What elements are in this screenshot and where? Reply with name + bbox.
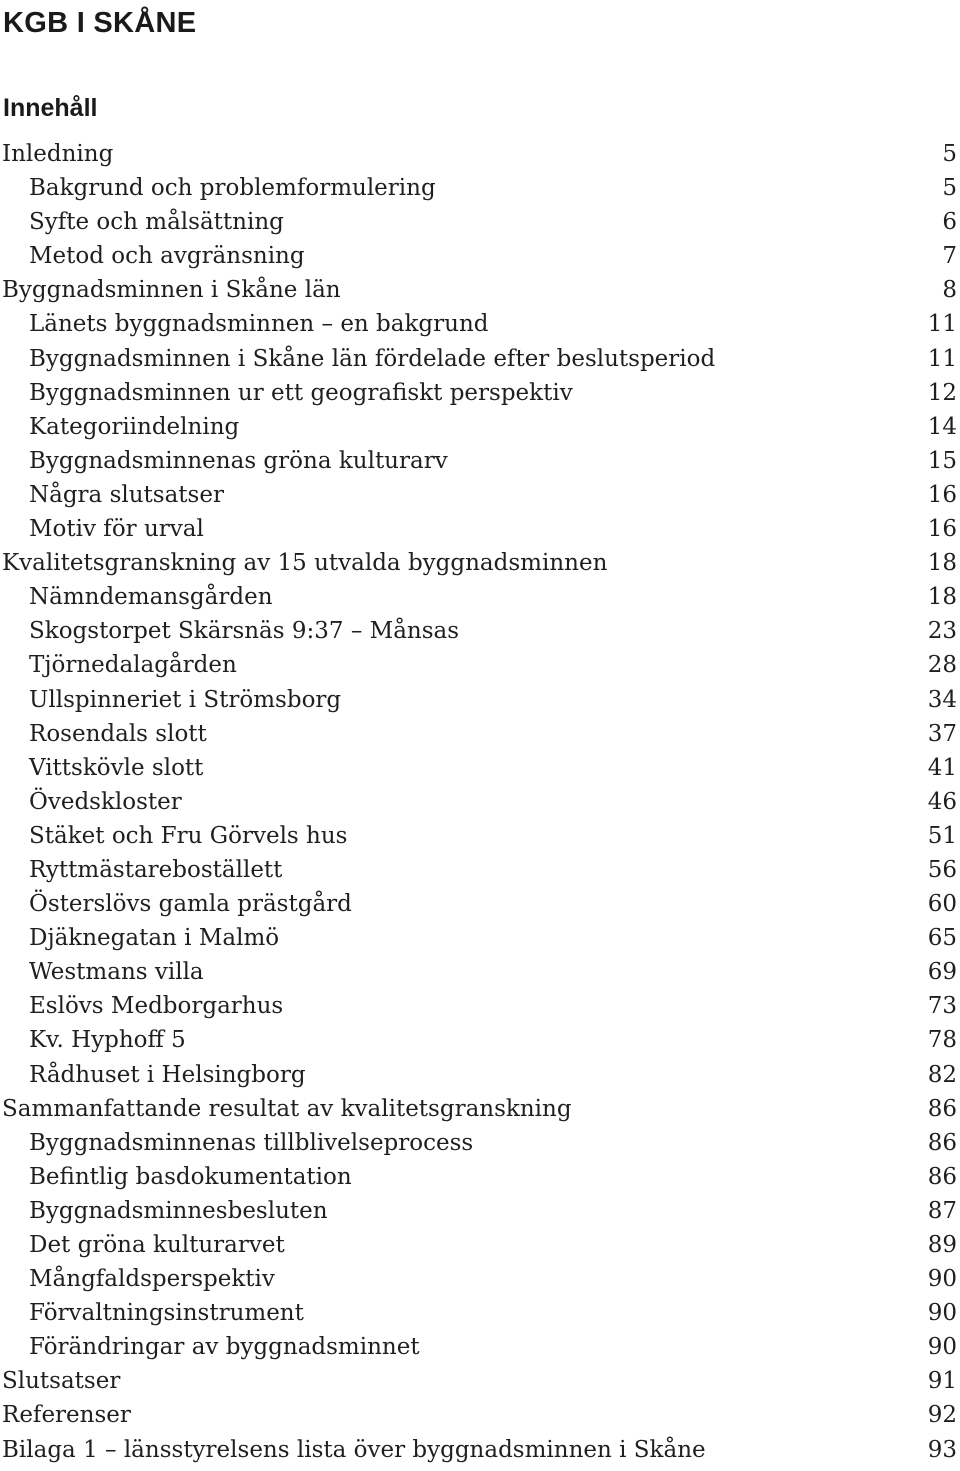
toc-entry: [0, 1296, 960, 1330]
toc-entry-title: Djäknegatan i Malmö: [29, 925, 280, 952]
toc-entry: [0, 410, 960, 444]
toc-entry-title: Westmans villa: [29, 959, 204, 986]
toc-entry-page-number: 14: [927, 413, 957, 440]
toc-entry-page-number: 5: [942, 141, 957, 167]
toc-entry-page-number: 92: [927, 1402, 957, 1429]
toc-entry: [0, 1023, 960, 1057]
toc-entry: [0, 1194, 960, 1228]
toc-entry-title: Tjörnedalagården: [29, 652, 237, 679]
toc-entry: [0, 1364, 960, 1398]
toc-entry: [0, 1160, 960, 1194]
toc-entry-title: Bilaga 1 – länsstyrelsens lista över byggnadsminnen i Skåne: [2, 1436, 706, 1463]
toc-entry-page-number: 56: [927, 856, 957, 883]
toc-entry-title: Nämndemansgården: [29, 584, 273, 611]
table-of-contents: [0, 137, 960, 1467]
toc-entry-page-number: 86: [927, 1129, 957, 1156]
toc-entry-title: Byggnadsminnenas gröna kulturarv: [29, 447, 448, 474]
toc-entry-page-number: 86: [927, 1095, 957, 1122]
toc-entry-title: Rosendals slott: [29, 720, 207, 747]
toc-entry-title: Övedskloster: [29, 788, 182, 815]
toc-entry: [0, 580, 960, 614]
toc-entry-page-number: 69: [927, 959, 957, 986]
toc-entry-title: Byggnadsminnen i Skåne län: [2, 277, 341, 304]
toc-entry: [0, 1126, 960, 1160]
toc-entry-title: Motiv för urval: [29, 516, 204, 543]
toc-entry-page-number: 12: [927, 379, 957, 406]
toc-entry-title: Kv. Hyphoff 5: [29, 1027, 186, 1054]
toc-entry-title: Referenser: [2, 1402, 131, 1429]
toc-entry-page-number: 8: [942, 277, 957, 304]
toc-entry: [0, 785, 960, 819]
toc-entry: [0, 1262, 960, 1296]
toc-entry: [0, 478, 960, 512]
toc-entry: [0, 546, 960, 580]
toc-entry-title: Några slutsatser: [29, 481, 224, 508]
toc-entry-page-number: 86: [927, 1163, 957, 1190]
toc-entry: [0, 137, 960, 171]
toc-entry: [0, 307, 960, 341]
toc-entry-page-number: 73: [927, 993, 957, 1020]
document-header: KGB I SKÅNE: [3, 7, 197, 39]
toc-entry: [0, 1092, 960, 1126]
toc-entry-page-number: 82: [927, 1061, 957, 1088]
toc-entry: [0, 887, 960, 921]
toc-entry-title: Sammanfattande resultat av kvalitetsgranskning: [2, 1095, 572, 1122]
toc-entry-page-number: 5: [942, 175, 957, 202]
toc-entry-page-number: 78: [927, 1027, 957, 1054]
toc-entry-page-number: 60: [927, 891, 957, 918]
toc-entry-page-number: 6: [942, 209, 957, 236]
toc-entry: [0, 717, 960, 751]
toc-entry-title: Vittskövle slott: [29, 754, 204, 781]
toc-entry-title: Länets byggnadsminnen – en bakgrund: [29, 311, 489, 338]
toc-entry-page-number: 15: [927, 447, 957, 474]
toc-entry-page-number: 28: [927, 652, 957, 679]
toc-entry-title: Ryttmästareboställett: [29, 856, 283, 883]
toc-entry: [0, 376, 960, 410]
toc-entry-title: Det gröna kulturarvet: [29, 1232, 285, 1258]
toc-entry-title: Förändringar av byggnadsminnet: [29, 1334, 420, 1361]
toc-entry-page-number: 34: [927, 686, 957, 713]
toc-entry: [0, 1228, 960, 1262]
toc-entry-title: Byggnadsminnesbesluten: [29, 1197, 328, 1224]
toc-entry-page-number: 18: [927, 550, 957, 577]
toc-entry-page-number: 90: [927, 1334, 957, 1361]
toc-entry: [0, 683, 960, 717]
toc-entry: [0, 853, 960, 887]
toc-entry: [0, 989, 960, 1023]
toc-entry: [0, 921, 960, 955]
toc-entry-page-number: 41: [927, 754, 957, 781]
toc-entry-title: Bakgrund och problemformulering: [29, 175, 436, 202]
toc-entry-title: Metod och avgränsning: [29, 243, 305, 270]
toc-entry-title: Befintlig basdokumentation: [29, 1163, 352, 1190]
toc-entry: [0, 444, 960, 478]
toc-entry-page-number: 11: [927, 345, 957, 372]
toc-entry-page-number: 51: [927, 822, 957, 849]
toc-entry-page-number: 37: [927, 720, 957, 747]
toc-entry-title: Österslövs gamla prästgård: [29, 891, 352, 918]
toc-entry-title: Skogstorpet Skärsnäs 9:37 – Månsas: [29, 618, 460, 645]
toc-entry-title: Förvaltningsinstrument: [29, 1300, 304, 1327]
toc-entry: [0, 239, 960, 273]
toc-heading: Innehåll: [3, 94, 98, 122]
toc-entry-page-number: 18: [927, 584, 957, 611]
toc-entry-title: Ullspinneriet i Strömsborg: [29, 686, 342, 713]
toc-entry-page-number: 89: [927, 1232, 957, 1258]
toc-entry-title: Slutsatser: [2, 1368, 121, 1395]
toc-entry: [0, 342, 960, 376]
toc-entry: [0, 273, 960, 307]
toc-entry-title: Byggnadsminnen i Skåne län fördelade efter beslutsperiod: [29, 345, 716, 372]
toc-entry: [0, 1330, 960, 1364]
toc-entry: [0, 648, 960, 682]
toc-entry-page-number: 16: [927, 481, 957, 508]
toc-entry: [0, 1058, 960, 1092]
toc-entry: [0, 1398, 960, 1432]
toc-entry-page-number: 7: [942, 243, 957, 270]
toc-entry-page-number: 91: [927, 1368, 957, 1395]
toc-entry-page-number: 87: [927, 1197, 957, 1224]
toc-entry: [0, 751, 960, 785]
toc-entry-title: Stäket och Fru Görvels hus: [29, 822, 348, 849]
toc-entry-title: Kategoriindelning: [29, 413, 240, 440]
toc-entry: [0, 171, 960, 205]
toc-entry-page-number: 90: [927, 1266, 957, 1293]
toc-entry: [0, 614, 960, 648]
toc-entry-page-number: 93: [927, 1436, 957, 1463]
toc-entry-page-number: 65: [927, 925, 957, 952]
toc-entry-page-number: 23: [927, 618, 957, 645]
toc-entry-page-number: 90: [927, 1300, 957, 1327]
toc-entry-title: Mångfaldsperspektiv: [29, 1266, 275, 1293]
toc-entry-title: Rådhuset i Helsingborg: [29, 1061, 306, 1088]
toc-entry-title: Kvalitetsgranskning av 15 utvalda byggnadsminnen: [2, 550, 608, 577]
toc-entry-title: Eslövs Medborgarhus: [29, 993, 284, 1020]
toc-entry-title: Byggnadsminnen ur ett geografiskt perspektiv: [29, 379, 573, 406]
toc-entry-title: Syfte och målsättning: [29, 209, 284, 236]
toc-entry: [0, 1433, 960, 1467]
toc-entry-title: Inledning: [2, 141, 114, 167]
toc-entry: [0, 512, 960, 546]
toc-entry-page-number: 46: [927, 788, 957, 815]
toc-entry: [0, 819, 960, 853]
toc-entry: [0, 955, 960, 989]
toc-entry: [0, 205, 960, 239]
toc-entry-page-number: 11: [927, 311, 957, 338]
toc-entry-title: Byggnadsminnenas tillblivelseprocess: [29, 1129, 474, 1156]
toc-entry-page-number: 16: [927, 516, 957, 543]
